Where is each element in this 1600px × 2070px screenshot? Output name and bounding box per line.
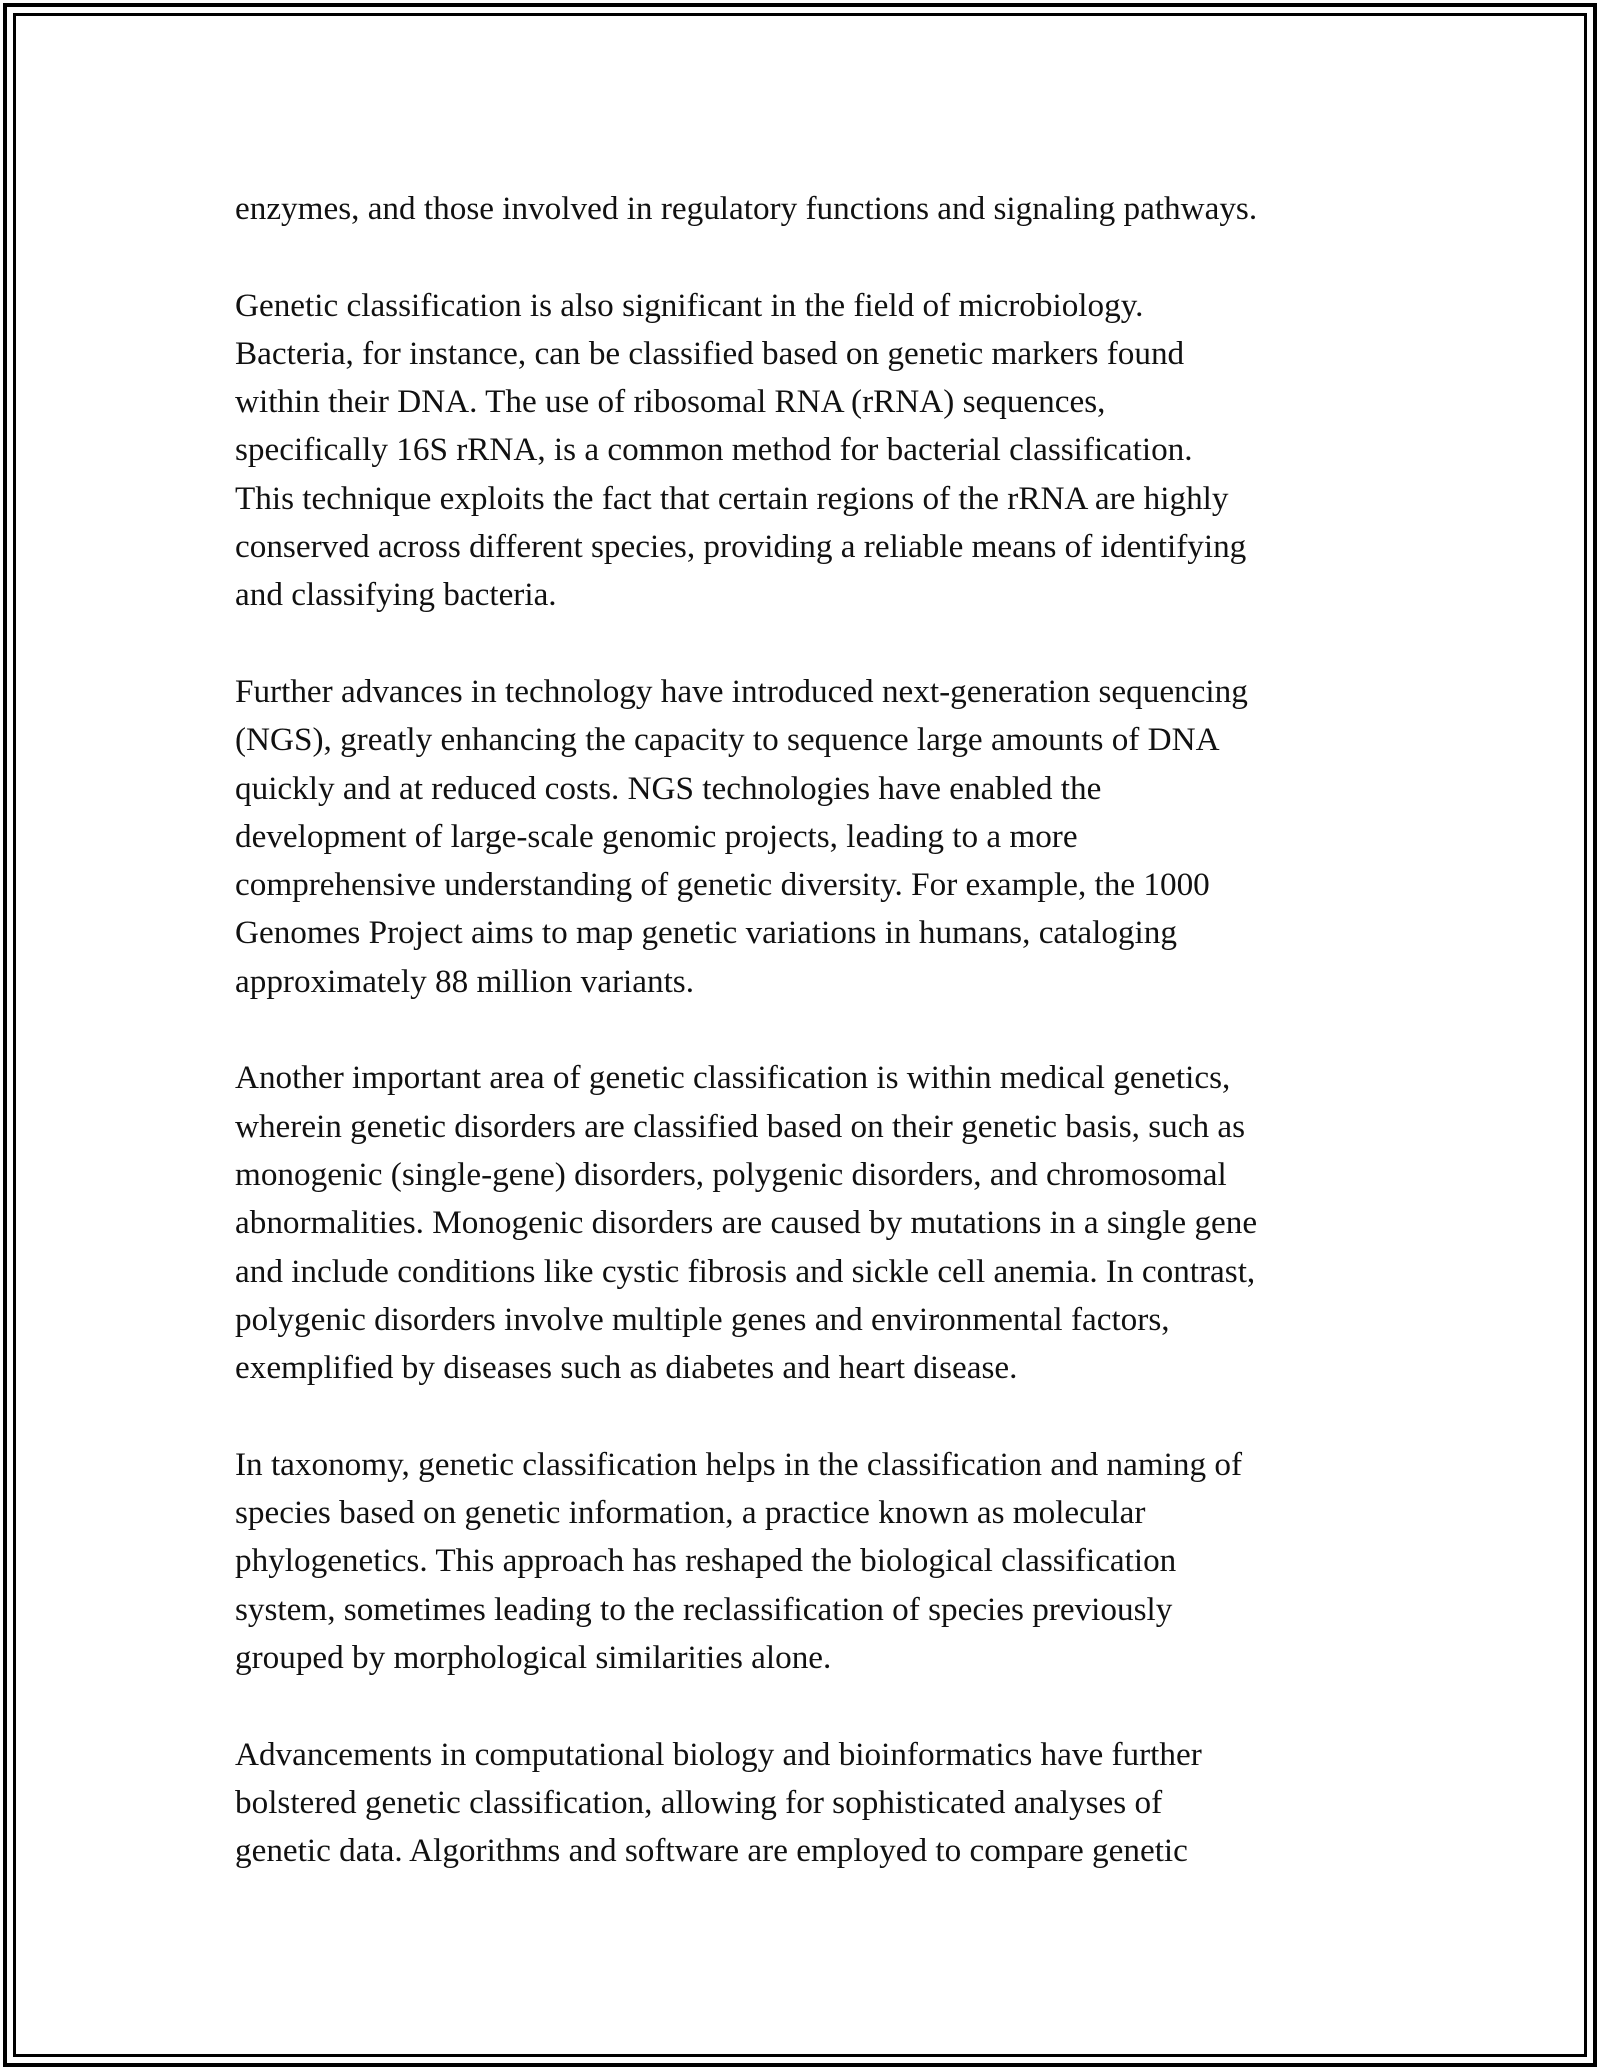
text-line: specifically 16S rRNA, is a common method for bacterial classification. (235, 431, 1193, 469)
text-line: polygenic disorders involve multiple genes and environmental factors, (235, 1300, 1170, 1338)
text-line: phylogenetics. This approach has reshaped the biological classification (235, 1542, 1177, 1580)
text-line: bolstered genetic classification, allowing for sophisticated analyses of (235, 1783, 1163, 1821)
text-line: grouped by morphological similarities alone. (235, 1638, 832, 1676)
paragraph-6 (235, 1731, 1385, 1876)
text-line: conserved across different species, providing a reliable means of identifying (235, 528, 1247, 566)
text-line: species based on genetic information, a practice known as molecular (235, 1494, 1146, 1532)
text-line: wherein genetic disorders are classified based on their genetic basis, such as (235, 1107, 1246, 1145)
text-line: Advancements in computational biology and bioinformatics have further (235, 1735, 1202, 1773)
text-line: development of large-scale genomic projects, leading to a more (235, 817, 1078, 855)
paragraph-1 (235, 185, 1385, 233)
text-line: This technique exploits the fact that certain regions of the rRNA are highly (235, 479, 1229, 517)
document-body (235, 185, 1385, 1924)
text-line: Genetic classification is also significant in the field of microbiology. (235, 286, 1144, 324)
text-line: Genomes Project aims to map genetic variations in humans, cataloging (235, 914, 1177, 952)
text-line: system, sometimes leading to the reclassification of species previously (235, 1590, 1173, 1628)
text-line: and classifying bacteria. (235, 576, 557, 614)
text-line: In taxonomy, genetic classification helps in the classification and naming of (235, 1445, 1243, 1483)
text-line: enzymes, and those involved in regulatory functions and signaling pathways. (235, 190, 1258, 227)
text-line: exemplified by diseases such as diabetes and heart disease. (235, 1349, 1018, 1387)
text-line: comprehensive understanding of genetic diversity. For example, the 1000 (235, 866, 1210, 904)
paragraph-2 (235, 282, 1385, 620)
text-line: within their DNA. The use of ribosomal RNA (rRNA) sequences, (235, 383, 1106, 421)
text-line: Bacteria, for instance, can be classified based on genetic markers found (235, 334, 1185, 372)
paragraph-4 (235, 1054, 1385, 1392)
paragraph-3 (235, 668, 1385, 1006)
paragraph-5 (235, 1441, 1385, 1682)
text-line: Another important area of genetic classification is within medical genetics, (235, 1059, 1231, 1097)
text-line: quickly and at reduced costs. NGS technologies have enabled the (235, 769, 1102, 807)
text-line: approximately 88 million variants. (235, 962, 695, 1000)
text-line: genetic data. Algorithms and software are employed to compare genetic (235, 1832, 1188, 1870)
text-line: (NGS), greatly enhancing the capacity to sequence large amounts of DNA (235, 721, 1220, 759)
text-line: Further advances in technology have introduced next-generation sequencing (235, 672, 1248, 710)
text-line: and include conditions like cystic fibrosis and sickle cell anemia. In contrast, (235, 1252, 1256, 1290)
text-line: abnormalities. Monogenic disorders are caused by mutations in a single gene (235, 1204, 1258, 1242)
text-line: monogenic (single-gene) disorders, polygenic disorders, and chromosomal (235, 1155, 1227, 1193)
